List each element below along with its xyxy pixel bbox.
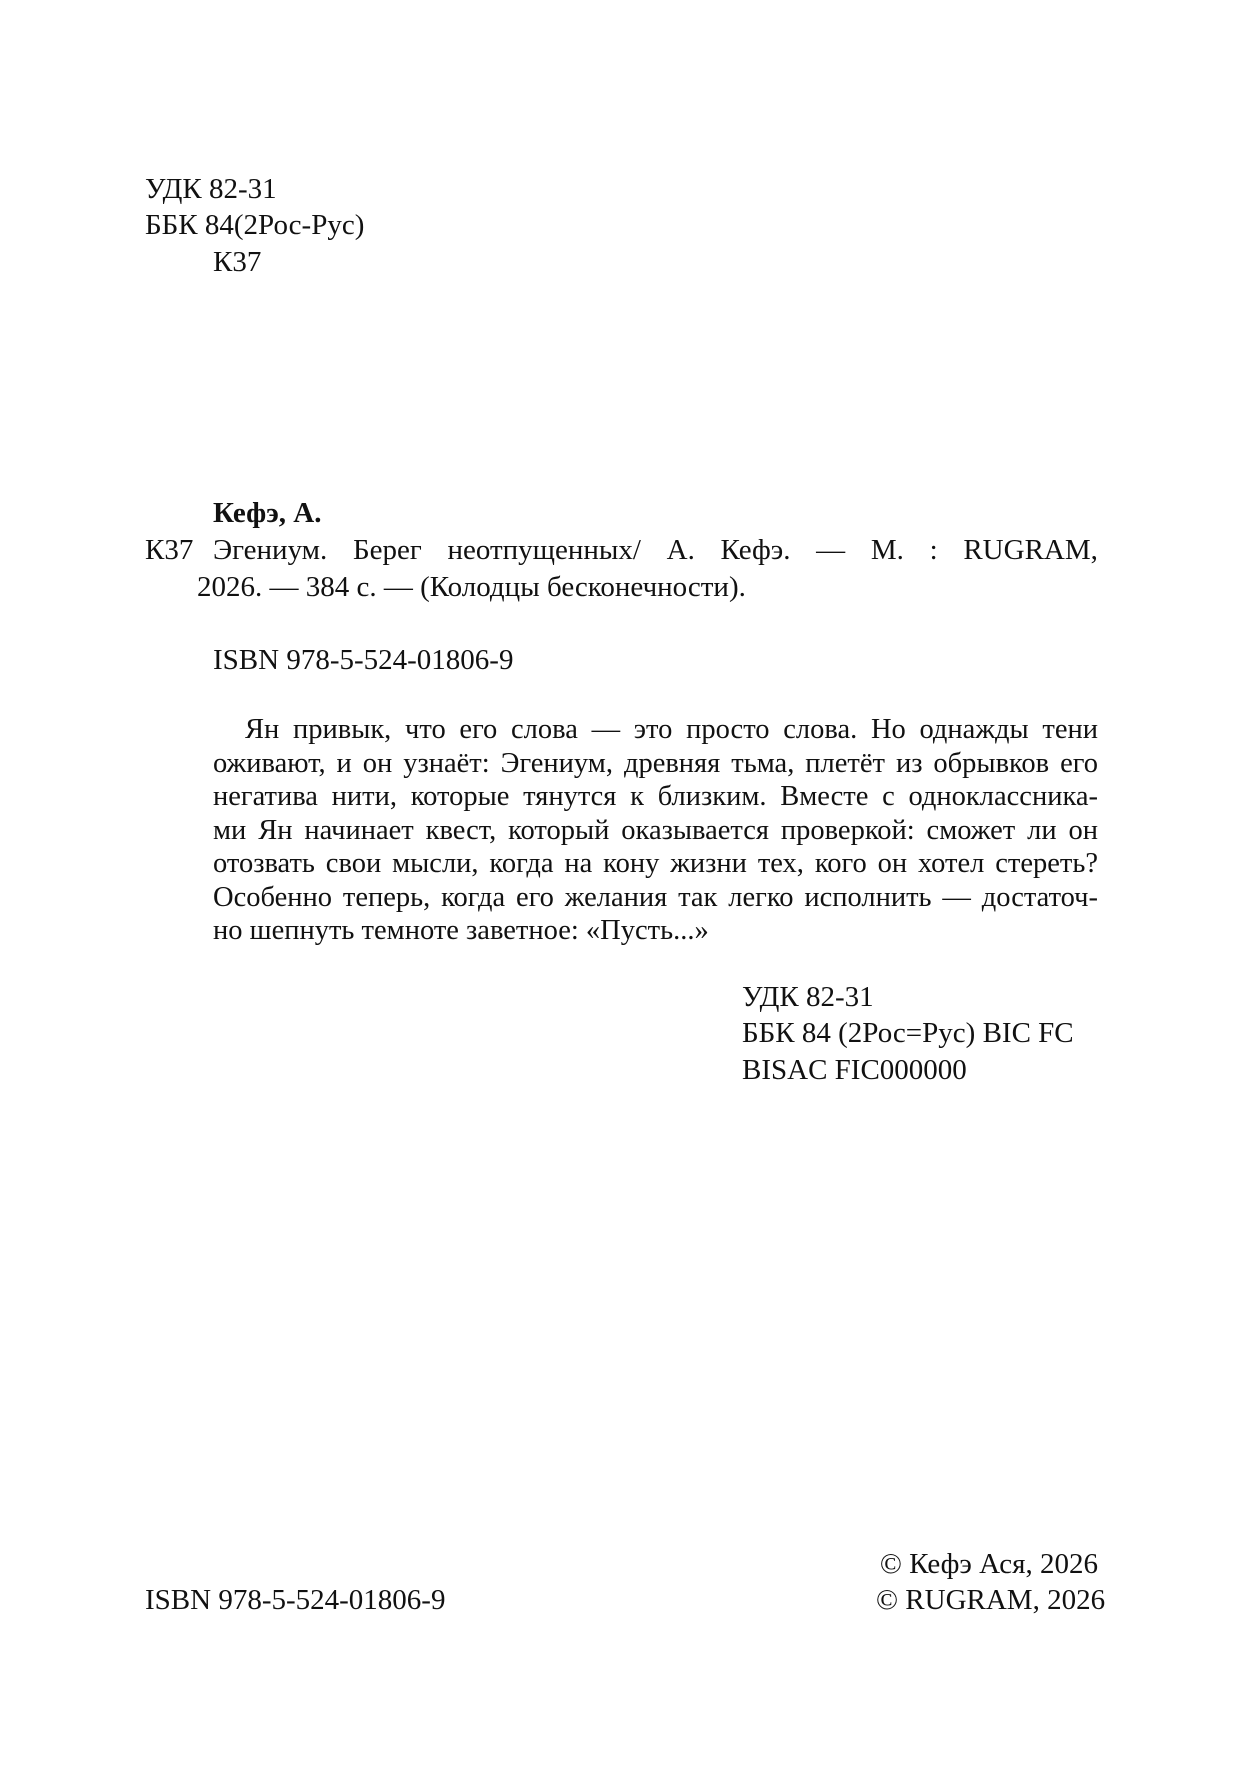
title-word: RUGRAM, <box>963 534 1098 566</box>
right-udk-code: УДК 82-31 <box>742 981 874 1013</box>
top-bbk-code: ББК 84(2Рос-Рус) <box>145 209 365 241</box>
annotation-line: Особенно теперь, когда его желания так легко исполнить — достаточ- <box>213 881 1098 913</box>
title-word: А. <box>666 534 695 566</box>
title-word: Эгениум. <box>213 534 328 566</box>
record-continuation: 2026. — 384 с. — (Колодцы бесконечности). <box>197 571 746 603</box>
author-name: Кефэ, А. <box>213 497 322 529</box>
annotation-line: негатива нити, которые тянутся к близким. Вместе с одноклассника- <box>213 781 1098 812</box>
annotation-line: ми Ян начинает квест, который оказывается проверкой: сможет ли он <box>213 814 1098 846</box>
right-bbk-code: ББК 84 (2Рос=Рус) BIC FC <box>742 1017 1074 1049</box>
copyright-publisher: © RUGRAM, 2026 <box>876 1584 1106 1616</box>
record-isbn: ISBN 978-5-524-01806-9 <box>213 644 514 676</box>
copyright-author: © Кефэ Ася, 2026 <box>879 1548 1098 1580</box>
annotation-line: но шепнуть темноте заветное: «Пусть...» <box>213 915 709 946</box>
right-bisac-code: BISAC FIC000000 <box>742 1054 967 1086</box>
record-title-line <box>213 533 1098 567</box>
top-author-mark: К37 <box>213 246 262 278</box>
record-author-mark: К37 <box>145 534 194 566</box>
title-word: : <box>929 534 938 566</box>
top-udk-code: УДК 82-31 <box>145 173 277 205</box>
footer-isbn: ISBN 978-5-524-01806-9 <box>145 1584 446 1616</box>
annotation-paragraph <box>213 713 1098 948</box>
annotation-line: отозвать свои мысли, когда на кону жизни тех, кого он хотел стереть? <box>213 848 1098 879</box>
title-word: Кефэ. <box>720 534 791 566</box>
title-word: — <box>816 534 846 566</box>
annotation-line: оживают, и он узнаёт: Эгениум, древняя тьма, плетёт из обрывков его <box>213 747 1098 779</box>
annotation-line: Ян привык, что его слова — это просто слова. Но однажды тени <box>245 714 1098 745</box>
title-word: М. <box>870 534 904 566</box>
title-word: неотпущенных/ <box>447 534 641 566</box>
title-word: Берег <box>352 534 422 566</box>
